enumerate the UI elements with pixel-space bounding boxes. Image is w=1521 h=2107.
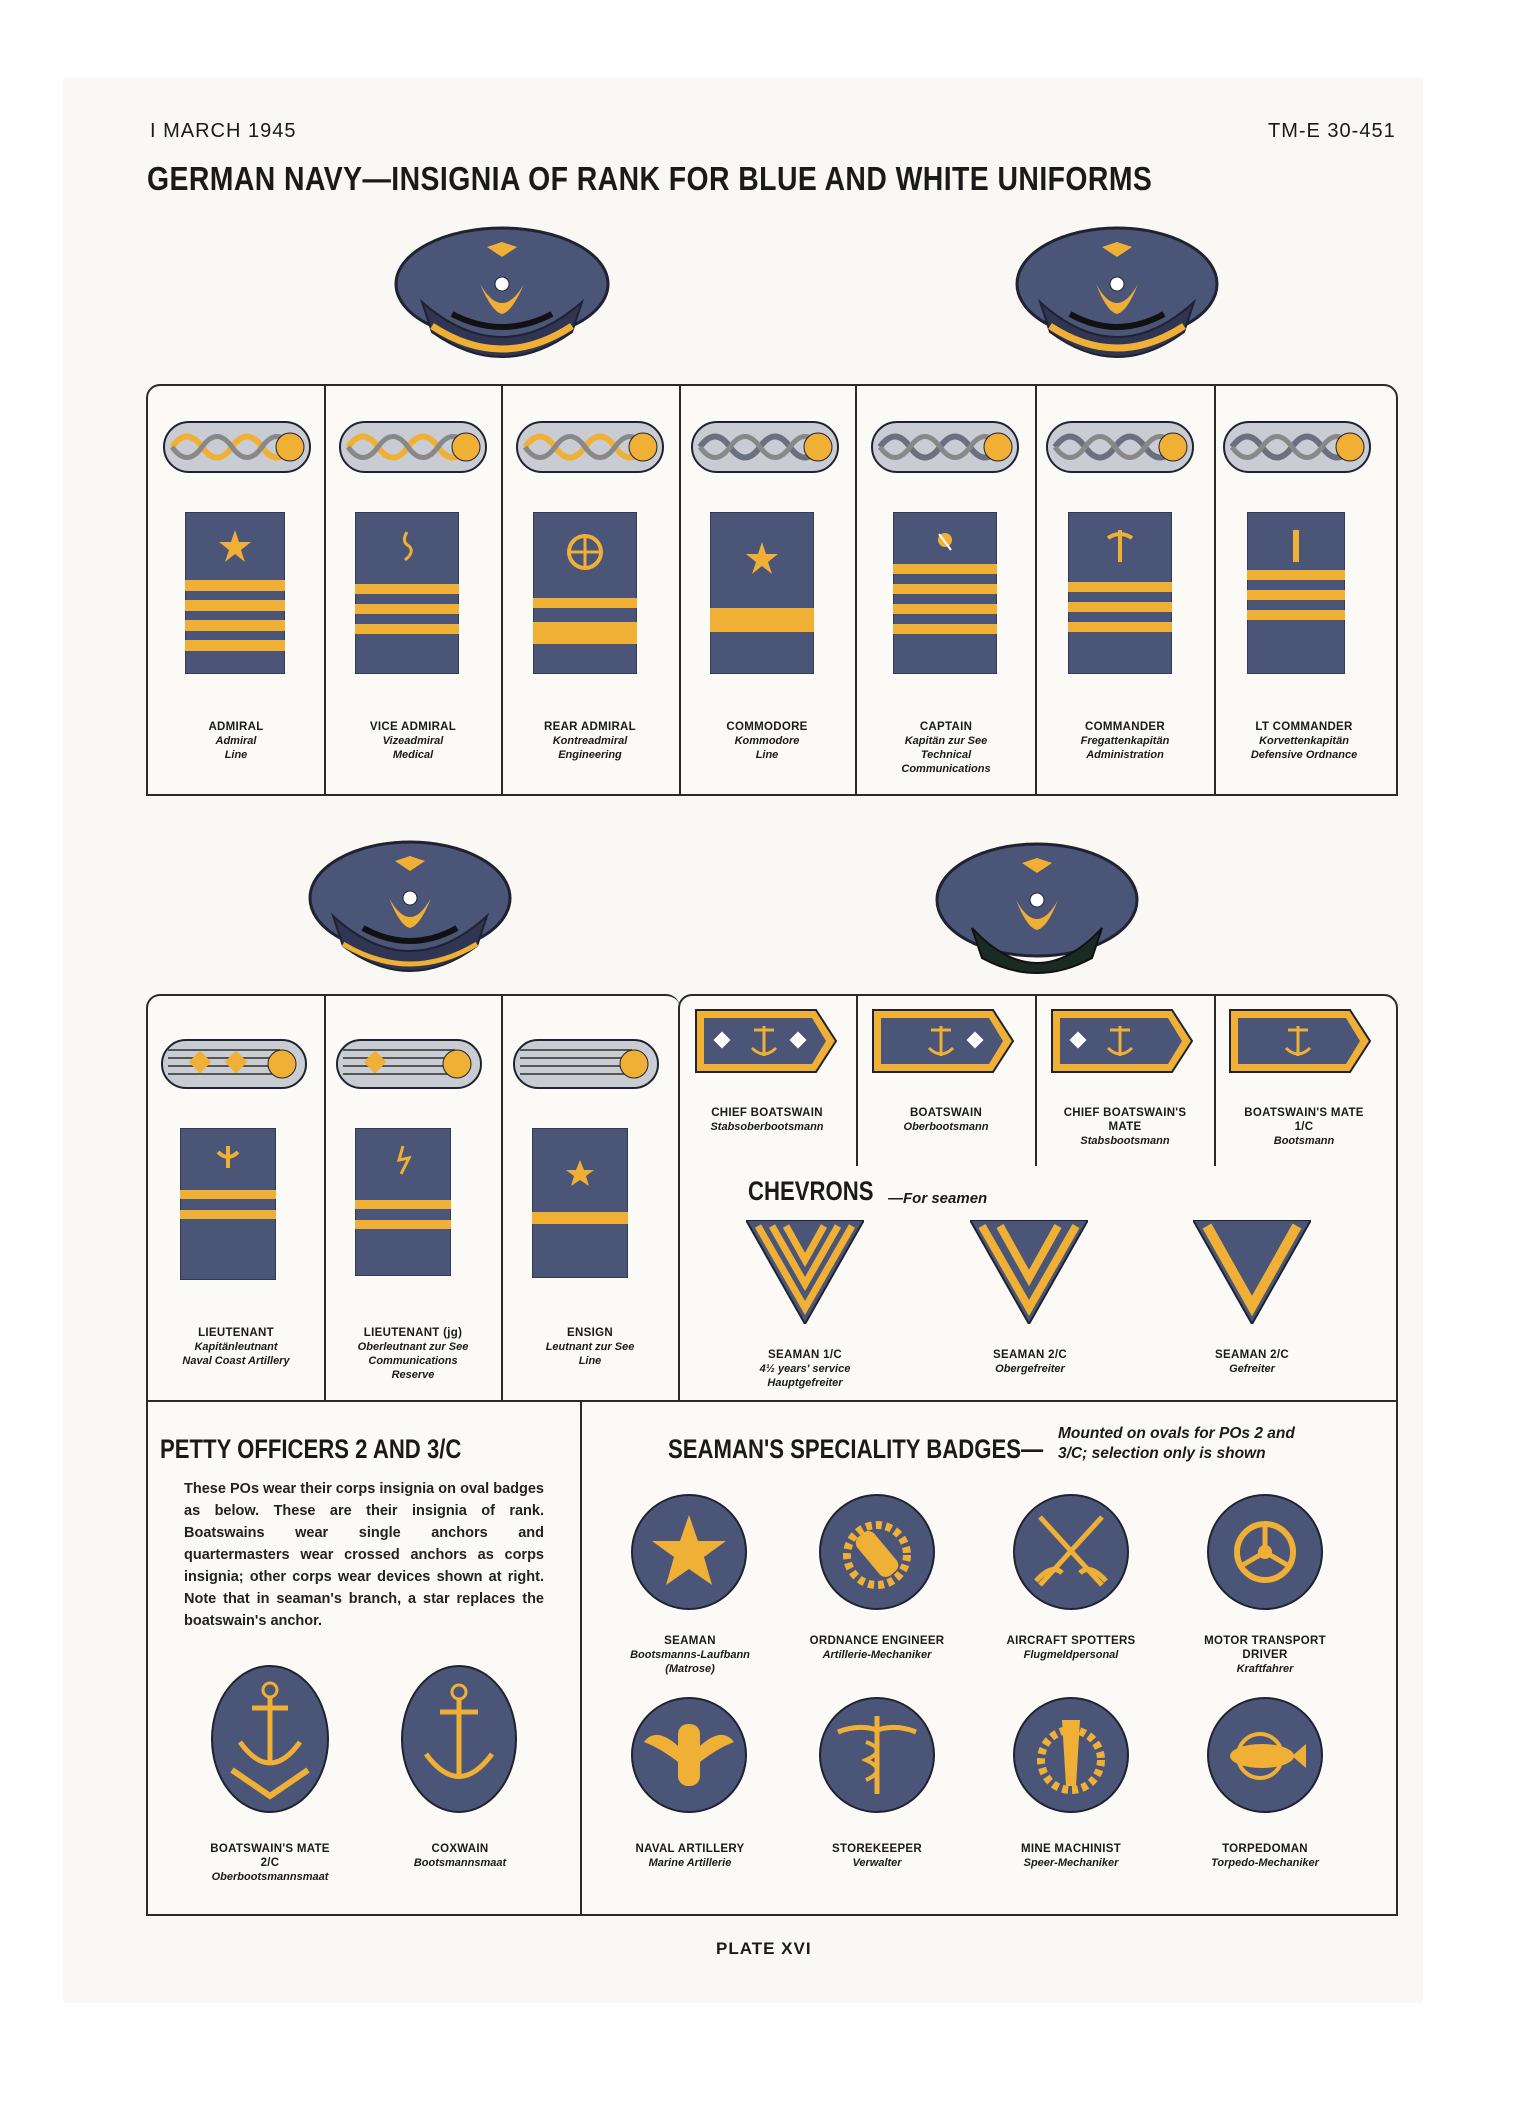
shoulder-board-ensign: [512, 1038, 660, 1090]
boatswains-mate-2c-badge-icon: [210, 1664, 330, 1814]
caption-chief-boatswain: CHIEF BOATSWAIN Stabsoberbootsmann: [710, 1107, 824, 1133]
shell-gear-icon: [818, 1493, 936, 1611]
strap-boatswain: [871, 1008, 1015, 1074]
sleeve-lieutenant: [180, 1128, 276, 1280]
lightning-wings-icon: [1012, 1493, 1130, 1611]
shoulder-board-lt-commander: [1222, 418, 1372, 476]
sleeve-commander: [1068, 512, 1172, 674]
sleeve-vice-admiral: [355, 512, 459, 674]
caption-lieutenant-jg: LIEUTENANT (jg) Oberleutnant zur See Communications Reserve: [357, 1327, 469, 1381]
document-id: TM-E 30-451: [1268, 120, 1396, 142]
caption-torpedoman: TORPEDOMAN Torpedo-Mechaniker: [1211, 1843, 1319, 1869]
mine-gear-icon: [1012, 1696, 1130, 1814]
caption-boatswains-mate-2c: BOATSWAIN'S MATE 2/C Oberbootsmannsmaat: [210, 1843, 330, 1883]
petty-officers-text: These POs wear their corps insignia on oval badges as below. These are their insignia of rank. Boatswains wear single anchors and quartermasters wear crossed anchors as corps insignia; other corps wear devices shown at right. Note that in seaman's branch, a star replaces the boatswain's anchor.: [184, 1481, 544, 1629]
sleeve-admiral: [185, 512, 285, 674]
strap-chief-boatswains-mate: [1050, 1008, 1194, 1074]
chevron-seaman-2c-gefreiter: [1193, 1220, 1311, 1324]
shoulder-board-commodore: [690, 418, 840, 476]
caption-rear-admiral: REAR ADMIRAL Kontreadmiral Engineering: [544, 721, 636, 761]
caption-naval-artillery: NAVAL ARTILLERY Marine Artillerie: [635, 1843, 745, 1869]
plate-number: PLATE XVI: [716, 1939, 812, 1958]
speciality-note: Mounted on ovals for POs 2 and 3/C; selection only is shown: [1058, 1425, 1295, 1462]
flag-officer-cap-icon: [1012, 222, 1222, 372]
coxwain-badge-icon: [400, 1664, 518, 1814]
star-icon: [630, 1493, 748, 1611]
chevron-seaman-1c: [746, 1220, 864, 1324]
strap-chief-boatswain: [694, 1008, 838, 1074]
caption-commodore: COMMODORE Kommodore Line: [726, 721, 808, 761]
sleeve-rear-admiral: [533, 512, 637, 674]
steering-wheel-icon: [1206, 1493, 1324, 1611]
sleeve-lieutenant-jg: [355, 1128, 451, 1276]
date-label: I MARCH 1945: [150, 120, 297, 142]
chevrons-subtitle: —For seamen: [888, 1190, 988, 1207]
caption-admiral: ADMIRAL Admiral Line: [208, 721, 264, 761]
caption-aircraft-spotters: AIRCRAFT SPOTTERS Flugmeldpersonal: [1006, 1635, 1136, 1661]
caption-coxwain: COXWAIN Bootsmannsmaat: [413, 1843, 507, 1869]
torpedo-icon: [1206, 1696, 1324, 1814]
shoulder-board-captain: [870, 418, 1020, 476]
caption-motor-transport-driver: MOTOR TRANSPORT DRIVER Kraftfahrer: [1204, 1635, 1326, 1675]
caption-chief-boatswains-mate: CHIEF BOATSWAIN'S MATE Stabsbootsmann: [1063, 1107, 1187, 1147]
page-title: GERMAN NAVY—INSIGNIA OF RANK FOR BLUE AND WHITE UNIFORMS: [147, 160, 1153, 197]
caption-vice-admiral: VICE ADMIRAL Vizeadmiral Medical: [369, 721, 457, 761]
caduceus-icon: [818, 1696, 936, 1814]
caption-chevron-2: SEAMAN 2/C Obergefreiter: [993, 1349, 1067, 1375]
shoulder-board-admiral: [162, 418, 312, 476]
sleeve-captain: [893, 512, 997, 674]
shoulder-board-commander: [1045, 418, 1195, 476]
winged-shell-icon: [630, 1696, 748, 1814]
petty-officers-heading: PETTY OFFICERS 2 AND 3/C: [160, 1434, 462, 1464]
sleeve-commodore: [710, 512, 814, 674]
strap-boatswains-mate: [1228, 1008, 1372, 1074]
caption-captain: CAPTAIN Kapitän zur See Technical Communications: [901, 721, 991, 775]
caption-storekeeper: STOREKEEPER Verwalter: [832, 1843, 922, 1869]
caption-ordnance-engineer: ORDNANCE ENGINEER Artillerie-Mechaniker: [809, 1635, 945, 1661]
caption-boatswains-mate-1c: BOATSWAIN'S MATE 1/C Bootsmann: [1244, 1107, 1364, 1147]
officer-cap-icon: [305, 836, 515, 986]
caption-mine-machinist: MINE MACHINIST Speer-Mechaniker: [1020, 1843, 1122, 1869]
admiral-cap-icon: [392, 222, 612, 372]
chief-po-cap-icon: [932, 838, 1142, 988]
caption-commander: COMMANDER Fregattenkapitän Administration: [1080, 721, 1170, 761]
speciality-heading: SEAMAN'S SPECIALITY BADGES—: [668, 1434, 1044, 1464]
shoulder-board-lieutenant-jg: [335, 1038, 483, 1090]
sleeve-ensign: [532, 1128, 628, 1278]
chevrons-heading: CHEVRONS: [748, 1176, 874, 1206]
caption-boatswain: BOATSWAIN Oberbootsmann: [903, 1107, 989, 1133]
shoulder-board-lieutenant: [160, 1038, 308, 1090]
caption-chevron-3: SEAMAN 2/C Gefreiter: [1215, 1349, 1289, 1375]
shoulder-board-rear-admiral: [515, 418, 665, 476]
caption-ensign: ENSIGN Leutnant zur See Line: [545, 1327, 635, 1367]
caption-lieutenant: LIEUTENANT Kapitänleutnant Naval Coast Artillery: [182, 1327, 290, 1367]
caption-lt-commander: LT COMMANDER Korvettenkapitän Defensive Ordnance: [1250, 721, 1358, 761]
sleeve-lt-commander: [1247, 512, 1345, 674]
chevron-seaman-2c-obergefreiter: [970, 1220, 1088, 1324]
caption-chevron-1: SEAMAN 1/C 4½ years' service Hauptgefreiter: [759, 1349, 851, 1389]
caption-seaman-badge: SEAMAN Bootsmanns-Laufbann (Matrose): [630, 1635, 750, 1675]
shoulder-board-vice-admiral: [338, 418, 488, 476]
